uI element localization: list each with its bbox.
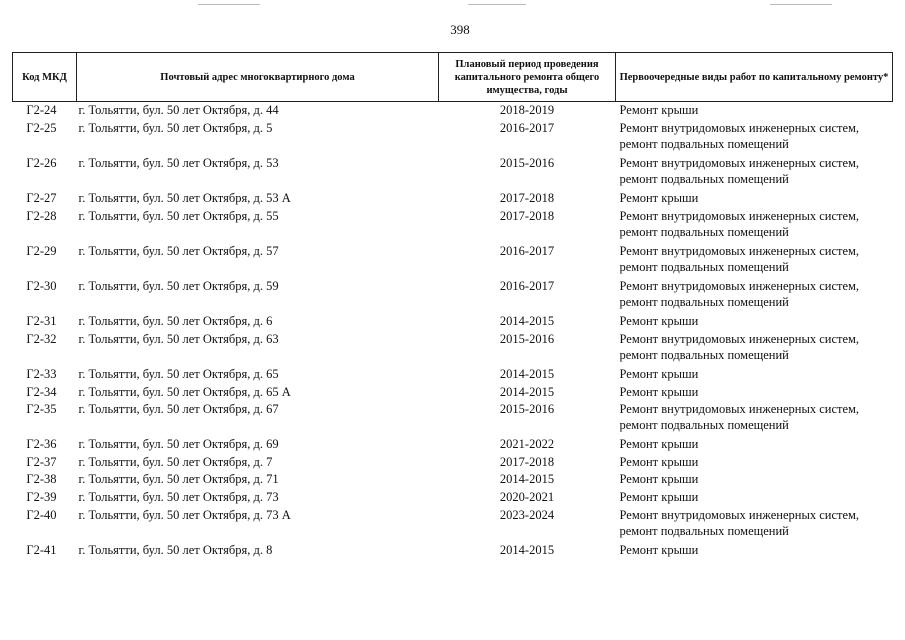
cell-address: г. Тольятти, бул. 50 лет Октября, д. 73 А (78, 507, 291, 522)
cell-code: Г2-29 (26, 243, 57, 258)
cell-works: Ремонт крыши (619, 542, 699, 557)
cell-works: Ремонт внутридомовых инженерных систем, ремонт подвальных помещений (619, 120, 860, 151)
cell-period: 2017-2018 (499, 454, 555, 469)
cell-address: г. Тольятти, бул. 50 лет Октября, д. 57 (78, 243, 279, 258)
cell-works: Ремонт внутридомовых инженерных систем, ремонт подвальных помещений (619, 208, 860, 239)
cell-period: 2017-2018 (499, 190, 555, 205)
page-number: 398 (450, 22, 470, 37)
table-row (13, 243, 893, 278)
cell-code: Г2-39 (26, 490, 57, 505)
cell-period: 2016-2017 (499, 278, 555, 293)
cell-code: Г2-37 (26, 454, 57, 469)
cell-works: Ремонт крыши (619, 314, 699, 329)
cell-address: г. Тольятти, бул. 50 лет Октября, д. 44 (78, 103, 279, 117)
cell-address: г. Тольятти, бул. 50 лет Октября, д. 71 (78, 472, 279, 487)
table-row (13, 120, 893, 155)
cell-works: Ремонт внутридомовых инженерных систем, ремонт подвальных помещений (619, 243, 860, 274)
cell-address: г. Тольятти, бул. 50 лет Октября, д. 8 (78, 542, 273, 557)
cell-period: 2014-2015 (499, 472, 555, 487)
header-period: Плановый период проведения капитального ремонта общего имущества, годы (439, 53, 616, 102)
table-row (13, 489, 893, 507)
cell-code: Г2-31 (26, 314, 57, 329)
cell-code: Г2-36 (26, 437, 57, 452)
cell-address: г. Тольятти, бул. 50 лет Октября, д. 63 (78, 331, 279, 346)
cell-works: Ремонт внутридомовых инженерных систем, ремонт подвальных помещений (619, 155, 860, 186)
cell-code: Г2-32 (26, 331, 57, 346)
cell-works: Ремонт крыши (619, 366, 699, 381)
cell-code: Г2-24 (26, 103, 57, 117)
cell-code: Г2-33 (26, 366, 57, 381)
cell-address: г. Тольятти, бул. 50 лет Октября, д. 67 (78, 402, 279, 417)
cell-code: Г2-41 (26, 542, 57, 557)
scan-artifacts (0, 4, 905, 10)
cell-address: г. Тольятти, бул. 50 лет Октября, д. 73 (78, 490, 279, 505)
cell-works: Ремонт крыши (619, 472, 699, 487)
cell-period: 2017-2018 (499, 208, 555, 223)
cell-address: г. Тольятти, бул. 50 лет Октября, д. 7 (78, 454, 273, 469)
table-row (13, 401, 893, 436)
cell-works: Ремонт внутридомовых инженерных систем, ремонт подвальных помещений (619, 278, 860, 309)
table-row (13, 507, 893, 542)
cell-code: Г2-40 (26, 507, 57, 522)
table-row (13, 102, 893, 120)
table-row (13, 542, 893, 560)
cell-code: Г2-35 (26, 402, 57, 417)
cell-works: Ремонт крыши (619, 190, 699, 205)
table-row (13, 313, 893, 331)
cell-works: Ремонт крыши (619, 103, 699, 117)
cell-works: Ремонт крыши (619, 437, 699, 452)
cell-address: г. Тольятти, бул. 50 лет Октября, д. 65 А (78, 384, 291, 399)
cell-address: г. Тольятти, бул. 50 лет Октября, д. 5 (78, 120, 273, 135)
cell-works: Ремонт крыши (619, 384, 699, 399)
table-body (13, 102, 893, 560)
cell-address: г. Тольятти, бул. 50 лет Октября, д. 55 (78, 208, 279, 223)
cell-works: Ремонт крыши (619, 454, 699, 469)
cell-works: Ремонт внутридомовых инженерных систем, ремонт подвальных помещений (619, 402, 860, 433)
cell-period: 2014-2015 (499, 384, 555, 399)
cell-period: 2015-2016 (499, 155, 555, 170)
table-row (13, 331, 893, 366)
table-row (13, 366, 893, 384)
header-works: Первоочередные виды работ по капитальному ремонту* (616, 53, 893, 102)
cell-code: Г2-25 (26, 120, 57, 135)
cell-code: Г2-26 (26, 155, 57, 170)
cell-address: г. Тольятти, бул. 50 лет Октября, д. 65 (78, 366, 279, 381)
housing-register-table (12, 52, 893, 559)
table-row (13, 471, 893, 489)
cell-code: Г2-30 (26, 278, 57, 293)
table-row (13, 384, 893, 402)
table-header-row (13, 53, 893, 102)
table-row (13, 208, 893, 243)
cell-period: 2021-2022 (499, 437, 555, 452)
cell-period: 2015-2016 (499, 402, 555, 417)
cell-period: 2014-2015 (499, 314, 555, 329)
cell-address: г. Тольятти, бул. 50 лет Октября, д. 53 (78, 155, 279, 170)
cell-code: Г2-34 (26, 384, 57, 399)
cell-period: 2015-2016 (499, 331, 555, 346)
cell-period: 2018-2019 (499, 103, 555, 117)
cell-works: Ремонт крыши (619, 490, 699, 505)
cell-period: 2016-2017 (499, 243, 555, 258)
header-address: Почтовый адрес многоквартирного дома (77, 53, 439, 102)
cell-works: Ремонт внутридомовых инженерных систем, ремонт подвальных помещений (619, 331, 860, 362)
table-row (13, 436, 893, 454)
cell-period: 2023-2024 (499, 507, 555, 522)
cell-address: г. Тольятти, бул. 50 лет Октября, д. 69 (78, 437, 279, 452)
table-row (13, 278, 893, 313)
cell-code: Г2-28 (26, 208, 57, 223)
cell-period: 2014-2015 (499, 542, 555, 557)
cell-address: г. Тольятти, бул. 50 лет Октября, д. 59 (78, 278, 279, 293)
cell-works: Ремонт внутридомовых инженерных систем, ремонт подвальных помещений (619, 507, 860, 538)
header-code: Код МКД (13, 53, 77, 102)
cell-code: Г2-27 (26, 190, 57, 205)
cell-period: 2014-2015 (499, 366, 555, 381)
table-row (13, 454, 893, 472)
cell-code: Г2-38 (26, 472, 57, 487)
cell-period: 2016-2017 (499, 120, 555, 135)
cell-period: 2020-2021 (499, 490, 555, 505)
cell-address: г. Тольятти, бул. 50 лет Октября, д. 6 (78, 314, 273, 329)
cell-address: г. Тольятти, бул. 50 лет Октября, д. 53 А (78, 190, 291, 205)
table-row (13, 155, 893, 190)
table-row (13, 190, 893, 208)
